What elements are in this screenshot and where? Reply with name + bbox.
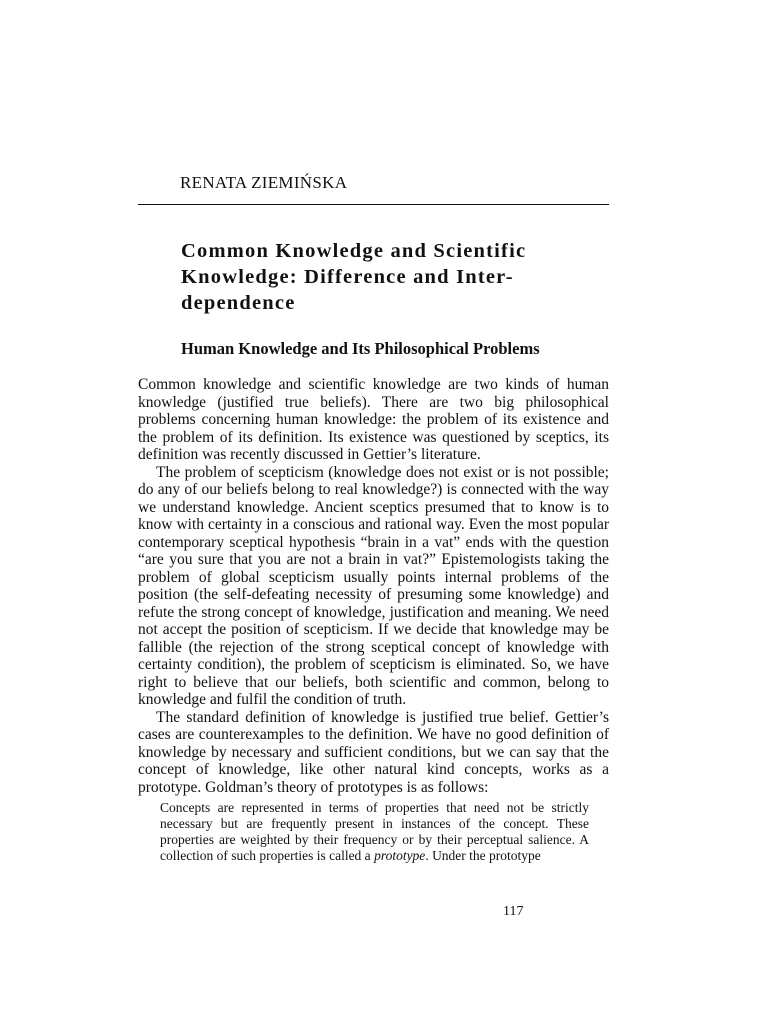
author-name: RENATA ZIEMIŃSKA — [180, 173, 348, 192]
section-heading: Human Knowledge and Its Philosophical Problems — [181, 339, 540, 358]
article-body — [138, 376, 609, 864]
paragraph: The problem of scepticism (knowledge does not exist or is not possible; do any of our beliefs belong to real knowledge?) is connected with the way we understand knowledge. Ancient sceptics presumed that to know is to know with certainty in a conscious and rational way. Even the most popular contemporary sceptical hypothesis “brain in a vat” ends with the question “are you sure that you are not a brain in vat?” Epistemologists taking the problem of global scepticism usually points internal problems of the position (the self-defeating necessity of presuming some knowledge) and refute the strong concept of knowledge, justification and meaning. We need not accept the position of scepticism. If we decide that knowledge may be fallible (the rejection of the strong sceptical concept of knowledge with certainty condition), the problem of scepticism is eliminated. So, we have right to believe that our beliefs, both scientific and common, belong to knowledge and fulfil the condition of truth. — [138, 463, 609, 708]
header-rule — [138, 204, 609, 205]
paragraph: The standard definition of knowledge is justified true belief. Gettier’s cases are counterexamples to the definition. We have no good definition of knowledge by necessary and sufficient conditions, but we can say that the concept of knowledge, like other natural kind concepts, works as a prototype. Goldman’s theory of prototypes is as follows: — [138, 708, 609, 796]
quote-emphasis: prototype — [374, 848, 426, 863]
quote-text: Concepts are represented in terms of properties that need not be strictly necessary but are frequently present in instances of the concept. These properties are weighted by their frequency or by their perceptual salience. A collection of such properties is called a — [160, 800, 589, 863]
block-quote — [160, 800, 589, 864]
page-number: 117 — [503, 904, 524, 919]
article-title: Common Knowledge and Scientific Knowledge: Difference and Inter-dependence — [181, 240, 527, 314]
quote-text: . Under the prototype — [425, 848, 541, 863]
paragraph: Common knowledge and scientific knowledge are two kinds of human knowledge (justified true beliefs). There are two big philosophical problems concerning human knowledge: the problem of its existence and the problem of its definition. Its existence was questioned by sceptics, its definition was recently discussed in Gettier’s literature. — [138, 376, 609, 463]
